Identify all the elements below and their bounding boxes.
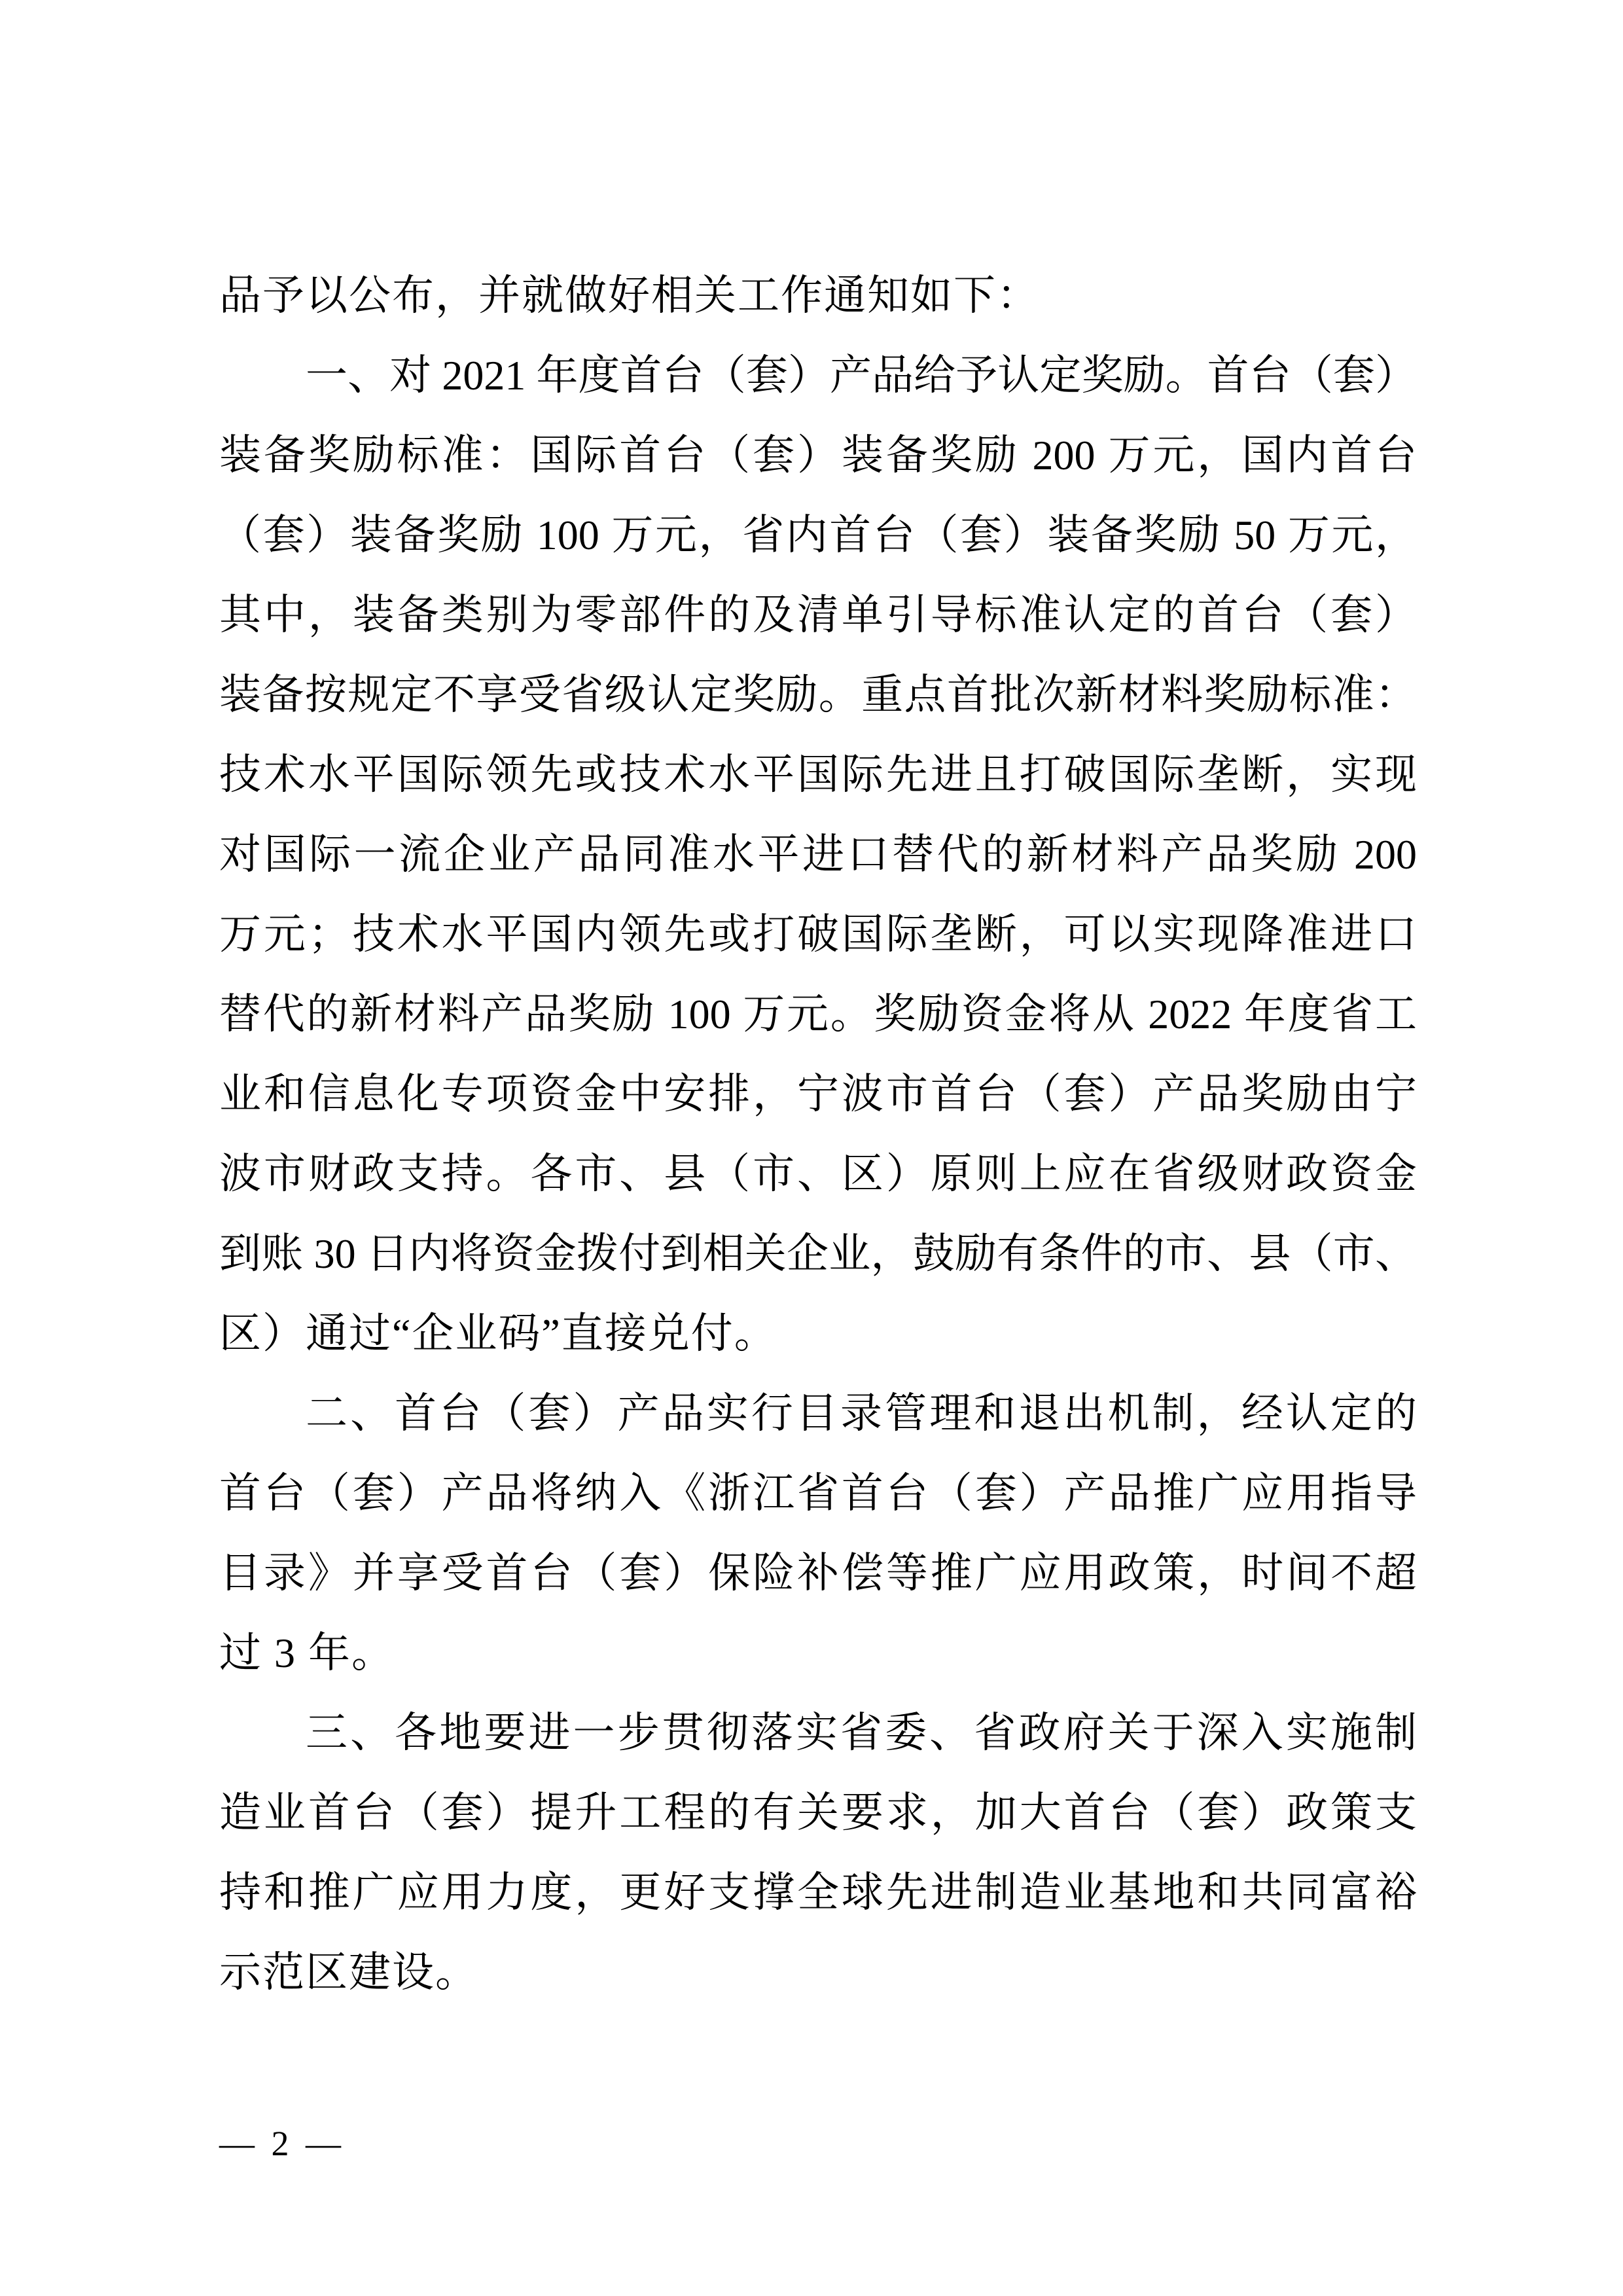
text-line: 替代的新材料产品奖励 100 万元。奖励资金将从 2022 年度省工 xyxy=(219,991,1417,1037)
text-line: （套）装备奖励 100 万元，省内首台（套）装备奖励 50 万元， xyxy=(219,512,1417,558)
text-line: 示范区建设。 xyxy=(219,1949,478,1996)
text-line: 万元；技术水平国内领先或打破国际垄断，可以实现降准进口 xyxy=(219,911,1417,958)
page-footer xyxy=(219,2121,345,2166)
text-line: 造业首台（套）提升工程的有关要求，加大首台（套）政策支 xyxy=(219,1789,1417,1836)
text-line: 三、各地要进一步贯彻落实省委、省政府关于深入实施制 xyxy=(306,1710,1417,1756)
text-line: 对国际一流企业产品同准水平进口替代的新材料产品奖励 200 xyxy=(219,831,1417,878)
text-line: 品予以公布，并就做好相关工作通知如下： xyxy=(219,272,1040,319)
text-line: 其中，装备类别为零部件的及清单引导标准认定的首台（套） xyxy=(219,592,1417,638)
text-line: 到账 30 日内将资金拨付到相关企业，鼓励有条件的市、县（市、 xyxy=(219,1230,1417,1277)
text-line: 一、对 2021 年度首台（套）产品给予认定奖励。首台（套） xyxy=(306,352,1417,399)
page-number: — 2 — xyxy=(219,2124,345,2163)
document-body xyxy=(219,256,1417,2013)
text-line: 区）通过“企业码”直接兑付。 xyxy=(219,1310,777,1357)
text-line: 装备按规定不享受省级认定奖励。重点首批次新材料奖励标准： xyxy=(219,672,1417,718)
text-line: 首台（套）产品将纳入《浙江省首台（套）产品推广应用指导 xyxy=(219,1470,1417,1516)
text-line: 装备奖励标准：国际首台（套）装备奖励 200 万元，国内首台 xyxy=(219,432,1417,478)
text-line: 技术水平国际领先或技术水平国际先进且打破国际垄断，实现 xyxy=(219,751,1417,798)
text-line: 持和推广应用力度，更好支撑全球先进制造业基地和共同富裕 xyxy=(219,1869,1417,1916)
text-line: 波市财政支持。各市、县（市、区）原则上应在省级财政资金 xyxy=(219,1151,1417,1197)
text-line: 目录》并享受首台（套）保险补偿等推广应用政策，时间不超 xyxy=(219,1550,1417,1596)
text-line: 业和信息化专项资金中安排，宁波市首台（套）产品奖励由宁 xyxy=(219,1071,1417,1117)
text-line: 过 3 年。 xyxy=(219,1630,395,1676)
text-line: 二、首台（套）产品实行目录管理和退出机制，经认定的 xyxy=(306,1390,1417,1437)
